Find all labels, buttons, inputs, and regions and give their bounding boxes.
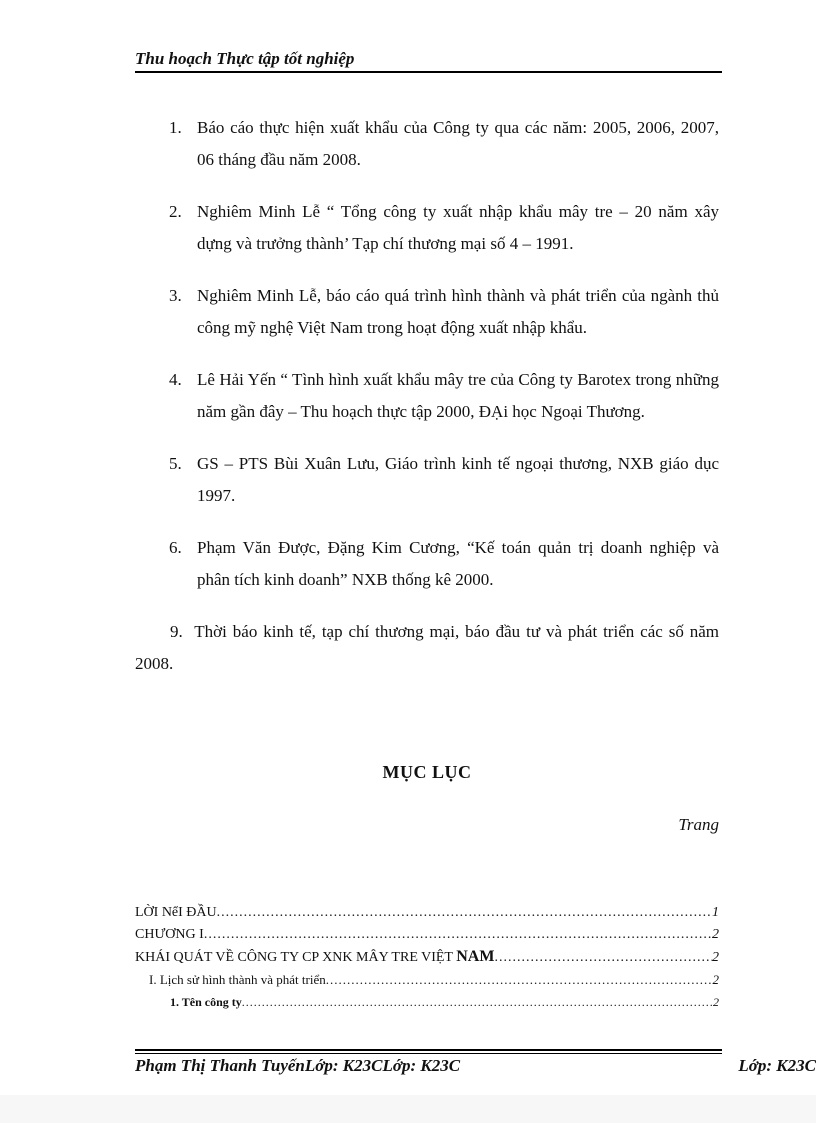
toc-leader-dots bbox=[204, 924, 712, 946]
reference-item bbox=[135, 448, 719, 512]
toc-title: MỤC LỤC bbox=[382, 762, 472, 782]
reference-number: 5. bbox=[169, 454, 182, 473]
toc-entry[interactable] bbox=[135, 946, 719, 969]
toc-entry[interactable] bbox=[135, 969, 719, 991]
toc-entry[interactable] bbox=[135, 902, 719, 924]
table-of-contents bbox=[135, 902, 719, 1013]
reference-text: Nghiêm Minh Lễ, báo cáo quá trình hình thành và phát triển của ngành thủ công mỹ nghệ Việt Nam trong hoạt động xuất nhập khẩu. bbox=[197, 286, 719, 337]
header-title: Thu hoạch Thực tập tốt nghiệp bbox=[135, 49, 355, 68]
reference-item bbox=[135, 280, 719, 344]
toc-leader-dots bbox=[242, 991, 713, 1013]
toc-entry-label: KHÁI QUÁT VỀ CÔNG TY CP XNK MÂY TRE VIỆT NAM bbox=[135, 948, 495, 965]
reference-text: Phạm Văn Được, Đặng Kim Cương, “Kế toán quản trị doanh nghiệp và phân tích kinh doanh” NXB thống kê 2000. bbox=[197, 538, 719, 589]
toc-leader-dots bbox=[217, 902, 712, 924]
reference-item bbox=[135, 112, 719, 176]
reference-text: Nghiêm Minh Lễ “ Tổng công ty xuất nhập khẩu mây tre – 20 năm xây dựng và trưởng thành’ Tạp chí thương mại số 4 – 1991. bbox=[197, 202, 719, 253]
toc-entry-page: 2 bbox=[712, 972, 719, 987]
page-footer bbox=[135, 1055, 816, 1077]
footer-rule bbox=[135, 1049, 722, 1051]
toc-entry-page: 2 bbox=[713, 995, 719, 1009]
reference-text: Thời báo kinh tế, tạp chí thương mại, báo đầu tư và phát triển các số năm 2008. bbox=[135, 622, 719, 673]
reference-list bbox=[135, 112, 719, 680]
page-bottom-margin bbox=[0, 1095, 816, 1123]
toc-entry[interactable] bbox=[135, 991, 719, 1013]
reference-number: 2. bbox=[169, 202, 182, 221]
reference-item-9 bbox=[135, 616, 719, 680]
reference-text: Lê Hải Yến “ Tình hình xuất khẩu mây tre của Công ty Barotex trong những năm gần đây – Thu hoạch thực tập 2000, ĐẠi học Ngoại Thương. bbox=[197, 370, 719, 421]
toc-entry-label: I. Lịch sử hình thành và phát triển bbox=[149, 972, 326, 987]
footer-left-text: Phạm Thị Thanh TuyếnLớp: K23CLớp: K23C bbox=[135, 1056, 461, 1075]
reference-item bbox=[135, 532, 719, 596]
toc-entry-label: LỜI NểI ĐẦU bbox=[135, 905, 217, 920]
reference-text: GS – PTS Bùi Xuân Lưu, Giáo trình kinh tế ngoại thương, NXB giáo dục 1997. bbox=[197, 454, 719, 505]
footer-right-text: Lớp: K23C bbox=[738, 1056, 816, 1075]
toc-leader-dots bbox=[494, 947, 712, 969]
reference-number: 1. bbox=[169, 118, 182, 137]
toc-page-column-header: Trang bbox=[678, 815, 719, 834]
toc-entry-label: 1. Tên công ty bbox=[170, 995, 242, 1009]
toc-entry-page: 2 bbox=[712, 927, 719, 942]
toc-leader-dots bbox=[326, 969, 713, 991]
reference-text: Báo cáo thực hiện xuất khẩu của Công ty qua các năm: 2005, 2006, 2007, 06 tháng đầu năm 2008. bbox=[197, 118, 719, 169]
reference-number: 3. bbox=[169, 286, 182, 305]
toc-entry-page: 2 bbox=[712, 950, 719, 965]
reference-item bbox=[135, 196, 719, 260]
reference-number: 9. bbox=[170, 622, 183, 641]
toc-entry-page: 1 bbox=[712, 905, 719, 920]
reference-number: 4. bbox=[169, 370, 182, 389]
reference-number: 6. bbox=[169, 538, 182, 557]
page-header bbox=[135, 49, 722, 73]
footer-rule bbox=[135, 1053, 722, 1054]
toc-entry-label: CHƯƠNG I bbox=[135, 927, 204, 942]
reference-item bbox=[135, 364, 719, 428]
toc-entry[interactable] bbox=[135, 924, 719, 946]
